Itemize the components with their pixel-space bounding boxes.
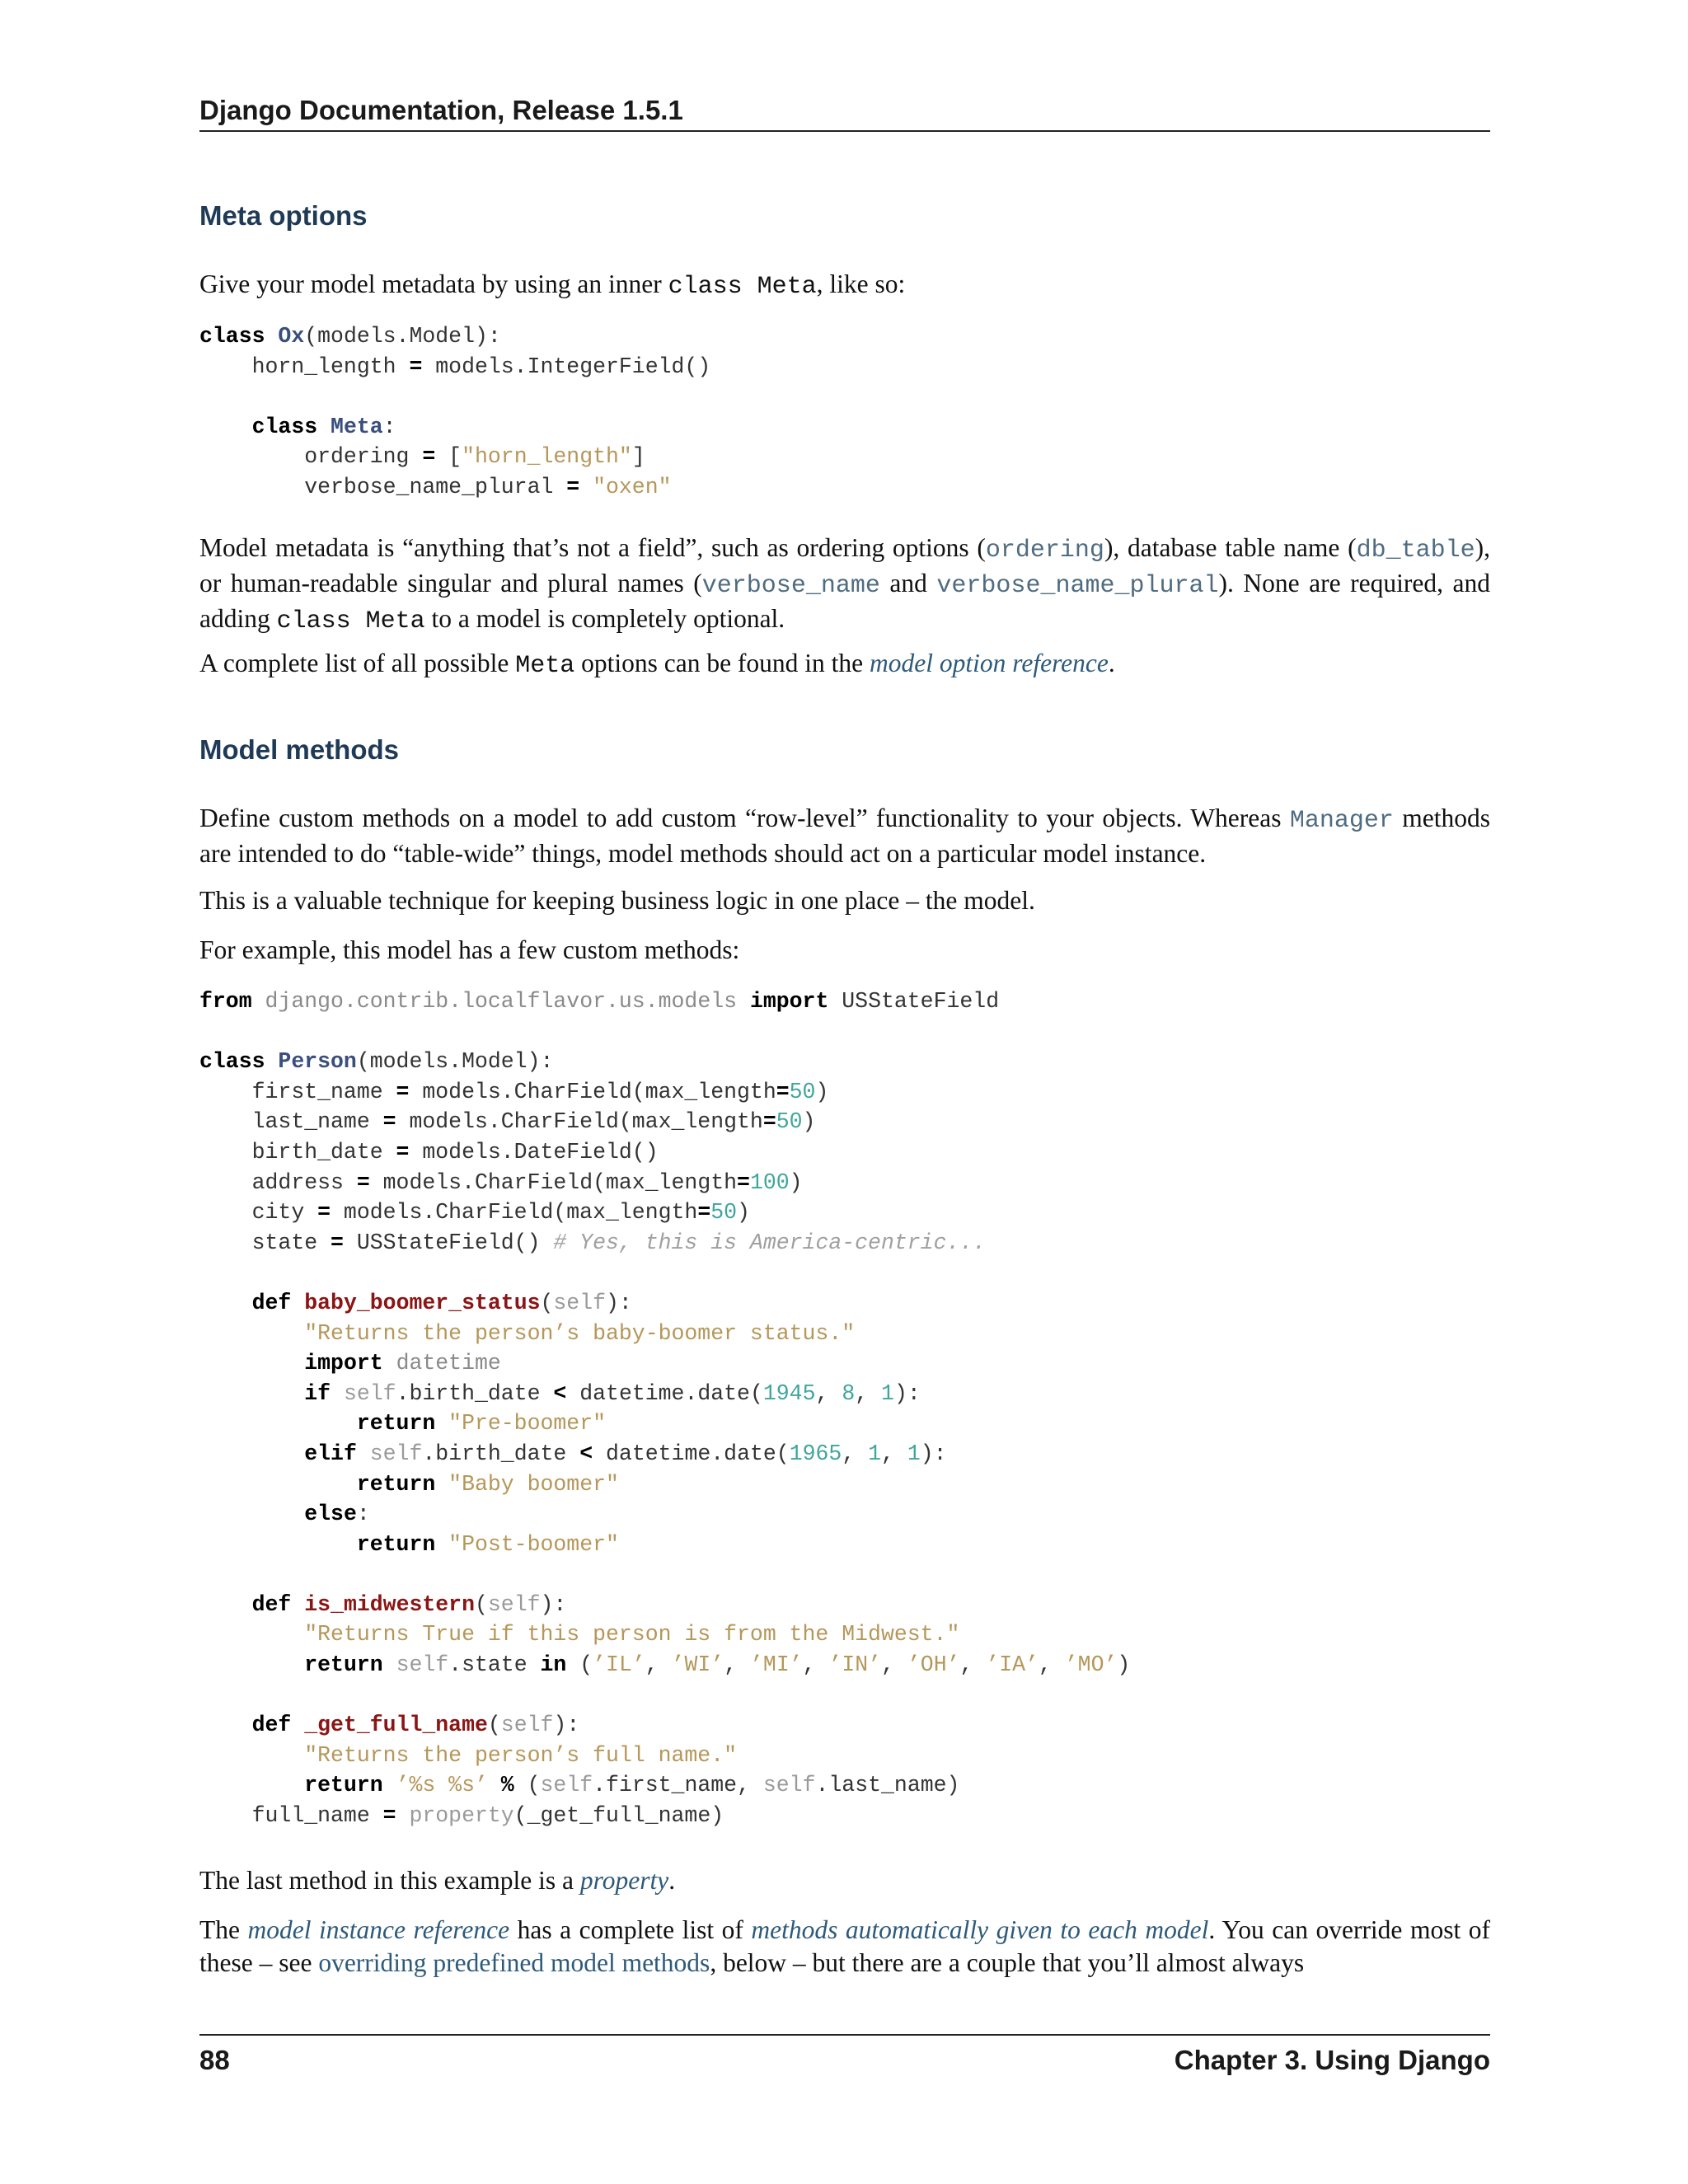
methods-intro-paragraph: Define custom methods on a model to add custom “row-level” functionality to your objects. Whereas Manager methods are intended to do “table-wide” things, model methods should act on a particular model instance. bbox=[199, 804, 1490, 868]
section-heading-model-methods: Model methods bbox=[199, 734, 400, 765]
chapter-title: Chapter 3. Using Django bbox=[1174, 2045, 1490, 2075]
code-block-ox: class Ox(models.Model): horn_length = models.IntegerField() class Meta: ordering = ["horn_length"] verbose_name_plural = "oxen" bbox=[199, 324, 711, 499]
meta-reference-paragraph: A complete list of all possible Meta options can be found in the model option reference. bbox=[199, 649, 1115, 680]
inline-code: Meta bbox=[515, 652, 575, 680]
example-intro-paragraph: For example, this model has a few custom methods: bbox=[199, 935, 740, 964]
manager-link[interactable]: Manager bbox=[1289, 807, 1394, 835]
code-block-person: from django.contrib.localflavor.us.models import USStateField class Person(models.Model): first_name = models.CharField(max_length=50) last_name = models.CharField(max_length=50) birth_date = models.DateField() address = models.CharField(max_length=100) city = models.CharField(max_length=50) state = USStateField() # Yes, this is America-centric... def baby_boomer_status(self): "Returns the person’s baby-boomer status." import datetime if self.birth_date < datetime.date(1945, 8, 1): return "Pre-boomer" elif self.birth_date < datetime.date(1965, 1, 1): return "Baby boomer" else: return "Post-boomer" def is_midwestern(self): "Returns True if this person is from the Midwest." return self.state in (’IL’, ’WI’, ’MI’, ’IN’, ’OH’, ’IA’, ’MO’) def _get_full_name(self): "Returns the person’s full name." return ’%s %s’ % (self.first_name, self.last_name) full_name = property(_get_full_name) bbox=[199, 989, 1131, 1829]
meta-description-paragraph: Model metadata is “anything that’s not a field”, such as ordering options (ordering), database table name (db_table), or human-readable singular and plural names (verbose_name and verbose_name_plural). None are required, and adding class Meta to a model is completely optional. bbox=[199, 533, 1491, 635]
ordering-link[interactable]: ordering bbox=[985, 537, 1104, 565]
property-link[interactable]: property bbox=[579, 1866, 669, 1895]
instance-reference-paragraph: The model instance reference has a complete list of methods automatically given to each model. You can override most of these – see overriding predefined model methods, below – but there are a couple that you’ll almost always bbox=[199, 1915, 1490, 1977]
business-logic-paragraph: This is a valuable technique for keeping business logic in one place – the model. bbox=[199, 886, 1035, 915]
meta-intro-paragraph: Give your model metadata by using an inner class Meta, like so: bbox=[199, 269, 906, 301]
methods-automatically-given-link[interactable]: methods automatically given to each model bbox=[751, 1915, 1209, 1944]
inline-code: class Meta bbox=[668, 273, 817, 301]
verbose-name-plural-link[interactable]: verbose_name_plural bbox=[936, 572, 1219, 600]
header-rule bbox=[199, 130, 1490, 132]
model-option-reference-link[interactable]: model option reference bbox=[870, 649, 1109, 677]
section-heading-meta-options: Meta options bbox=[199, 200, 368, 231]
running-header: Django Documentation, Release 1.5.1 bbox=[199, 95, 683, 125]
model-instance-reference-link[interactable]: model instance reference bbox=[247, 1915, 510, 1944]
property-paragraph: The last method in this example is a property. bbox=[199, 1866, 676, 1895]
footer-rule bbox=[199, 2034, 1490, 2036]
running-footer bbox=[199, 2042, 1490, 2079]
db-table-link[interactable]: db_table bbox=[1356, 537, 1475, 565]
overriding-predefined-methods-link[interactable]: overriding predefined model methods bbox=[318, 1948, 710, 1977]
page-number: 88 bbox=[199, 2045, 230, 2075]
verbose-name-link[interactable]: verbose_name bbox=[701, 572, 880, 600]
inline-code: class Meta bbox=[276, 607, 425, 635]
